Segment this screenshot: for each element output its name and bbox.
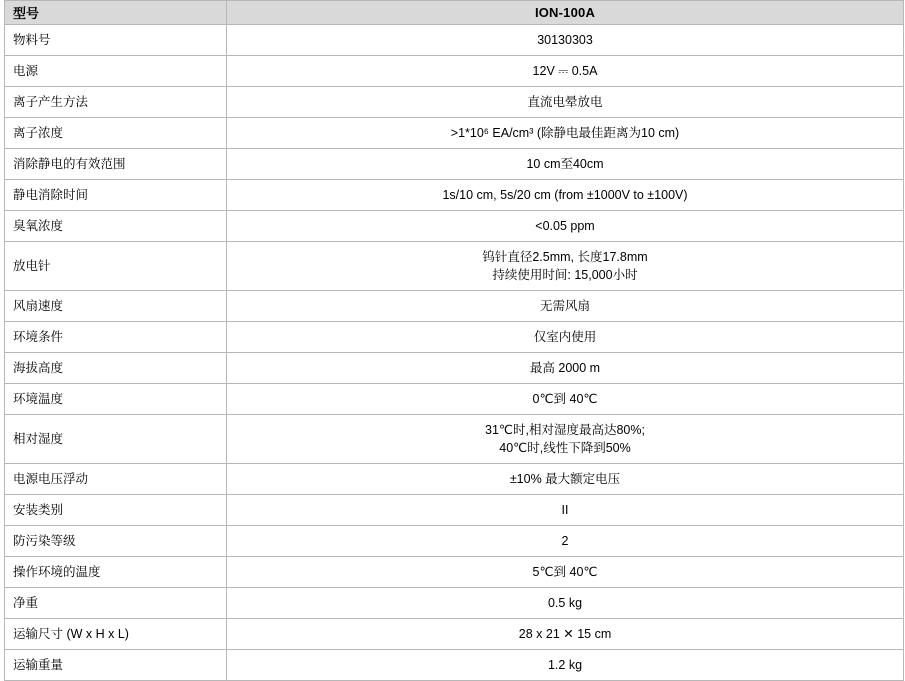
spec-label-cell: 物料号 xyxy=(5,25,227,56)
spec-value-line: 1.2 kg xyxy=(547,657,583,672)
spec-label-cell: 消除静电的有效范围 xyxy=(5,149,227,180)
spec-label-cell: 操作环境的温度 xyxy=(5,557,227,588)
spec-value-cell xyxy=(227,464,904,495)
spec-value-cell xyxy=(227,291,904,322)
spec-value-line: 直流电晕放电 xyxy=(527,94,603,109)
spec-value-line: >1*10⁶ EA/cm³ (除静电最佳距离为10 cm) xyxy=(450,125,680,140)
spec-label-cell: 风扇速度 xyxy=(5,291,227,322)
spec-label-cell: 环境温度 xyxy=(5,384,227,415)
table-row xyxy=(5,211,904,242)
spec-label-cell: 相对湿度 xyxy=(5,415,227,464)
spec-value-line: <0.05 ppm xyxy=(535,218,595,233)
specification-table xyxy=(4,0,904,681)
spec-value-line: 28 x 21 ✕ 15 cm xyxy=(518,626,612,641)
spec-label-cell: 放电针 xyxy=(5,242,227,291)
spec-value-cell xyxy=(227,211,904,242)
spec-value-cell xyxy=(227,118,904,149)
table-row xyxy=(5,384,904,415)
table-body xyxy=(5,25,904,681)
table-row xyxy=(5,87,904,118)
spec-value-line: 0.5 kg xyxy=(547,595,583,610)
spec-value-line: 2 xyxy=(561,533,569,548)
table-row xyxy=(5,180,904,211)
spec-value-line: 10 cm至40cm xyxy=(526,156,604,171)
table-row xyxy=(5,353,904,384)
spec-value-cell xyxy=(227,56,904,87)
spec-value-line: 1s/10 cm, 5s/20 cm (from ±1000V to ±100V) xyxy=(442,187,688,202)
spec-value-cell xyxy=(227,650,904,681)
table-row xyxy=(5,25,904,56)
table-row xyxy=(5,588,904,619)
spec-label-cell: 离子浓度 xyxy=(5,118,227,149)
spec-label-cell: 安装类别 xyxy=(5,495,227,526)
spec-value-cell xyxy=(227,495,904,526)
spec-label-cell: 运输重量 xyxy=(5,650,227,681)
spec-value-cell xyxy=(227,180,904,211)
spec-value-cell xyxy=(227,242,904,291)
table-row xyxy=(5,495,904,526)
spec-label-cell: 臭氧浓度 xyxy=(5,211,227,242)
spec-value-line: 钨针直径2.5mm, 长度17.8mm xyxy=(482,249,648,264)
spec-value-cell xyxy=(227,619,904,650)
spec-value-cell xyxy=(227,415,904,464)
table-row xyxy=(5,619,904,650)
spec-value-line: 12V ⎓ 0.5A xyxy=(532,63,598,78)
table-row xyxy=(5,415,904,464)
spec-label-cell: 运输尺寸 (W x H x L) xyxy=(5,619,227,650)
spec-value-line: 持续使用时间: 15,000小时 xyxy=(492,268,638,282)
table-row xyxy=(5,242,904,291)
spec-value-cell xyxy=(227,25,904,56)
spec-value-cell xyxy=(227,557,904,588)
spec-label-cell: 静电消除时间 xyxy=(5,180,227,211)
table-row xyxy=(5,557,904,588)
spec-value-line: 5℃到 40℃ xyxy=(532,564,598,579)
spec-value-line: 40℃时,线性下降到50% xyxy=(499,441,631,455)
spec-value-cell xyxy=(227,526,904,557)
table-row xyxy=(5,526,904,557)
spec-label-cell: 环境条件 xyxy=(5,322,227,353)
table-row xyxy=(5,149,904,180)
spec-label-cell: 电源 xyxy=(5,56,227,87)
spec-label-cell: 电源电压浮动 xyxy=(5,464,227,495)
table-row xyxy=(5,322,904,353)
spec-value-line: 最高 2000 m xyxy=(529,360,601,375)
spec-value-cell xyxy=(227,149,904,180)
spec-value-cell xyxy=(227,322,904,353)
spec-value-line: II xyxy=(561,502,569,517)
spec-label-cell: 离子产生方法 xyxy=(5,87,227,118)
spec-value-line: 30130303 xyxy=(537,32,593,47)
table-row xyxy=(5,118,904,149)
table-row xyxy=(5,291,904,322)
spec-label-cell: 净重 xyxy=(5,588,227,619)
spec-value-line: ±10% 最大额定电压 xyxy=(509,471,621,486)
header-label-model: 型号 xyxy=(5,1,227,25)
spec-value-line: 0℃到 40℃ xyxy=(532,391,598,406)
table-header-row xyxy=(5,1,904,25)
spec-value-cell xyxy=(227,87,904,118)
spec-label-cell: 防污染等级 xyxy=(5,526,227,557)
spec-label-cell: 海拔高度 xyxy=(5,353,227,384)
header-value-model-number: ION-100A xyxy=(227,1,904,25)
table-row xyxy=(5,464,904,495)
spec-value-line: 仅室内使用 xyxy=(533,329,597,344)
spec-value-line: 31℃时,相对湿度最高达80%; xyxy=(485,422,645,437)
table-row xyxy=(5,650,904,681)
spec-value-cell xyxy=(227,384,904,415)
spec-value-cell xyxy=(227,353,904,384)
spec-value-cell xyxy=(227,588,904,619)
table-header xyxy=(5,1,904,25)
spec-value-line: 无需风扇 xyxy=(539,298,590,313)
table-row xyxy=(5,56,904,87)
